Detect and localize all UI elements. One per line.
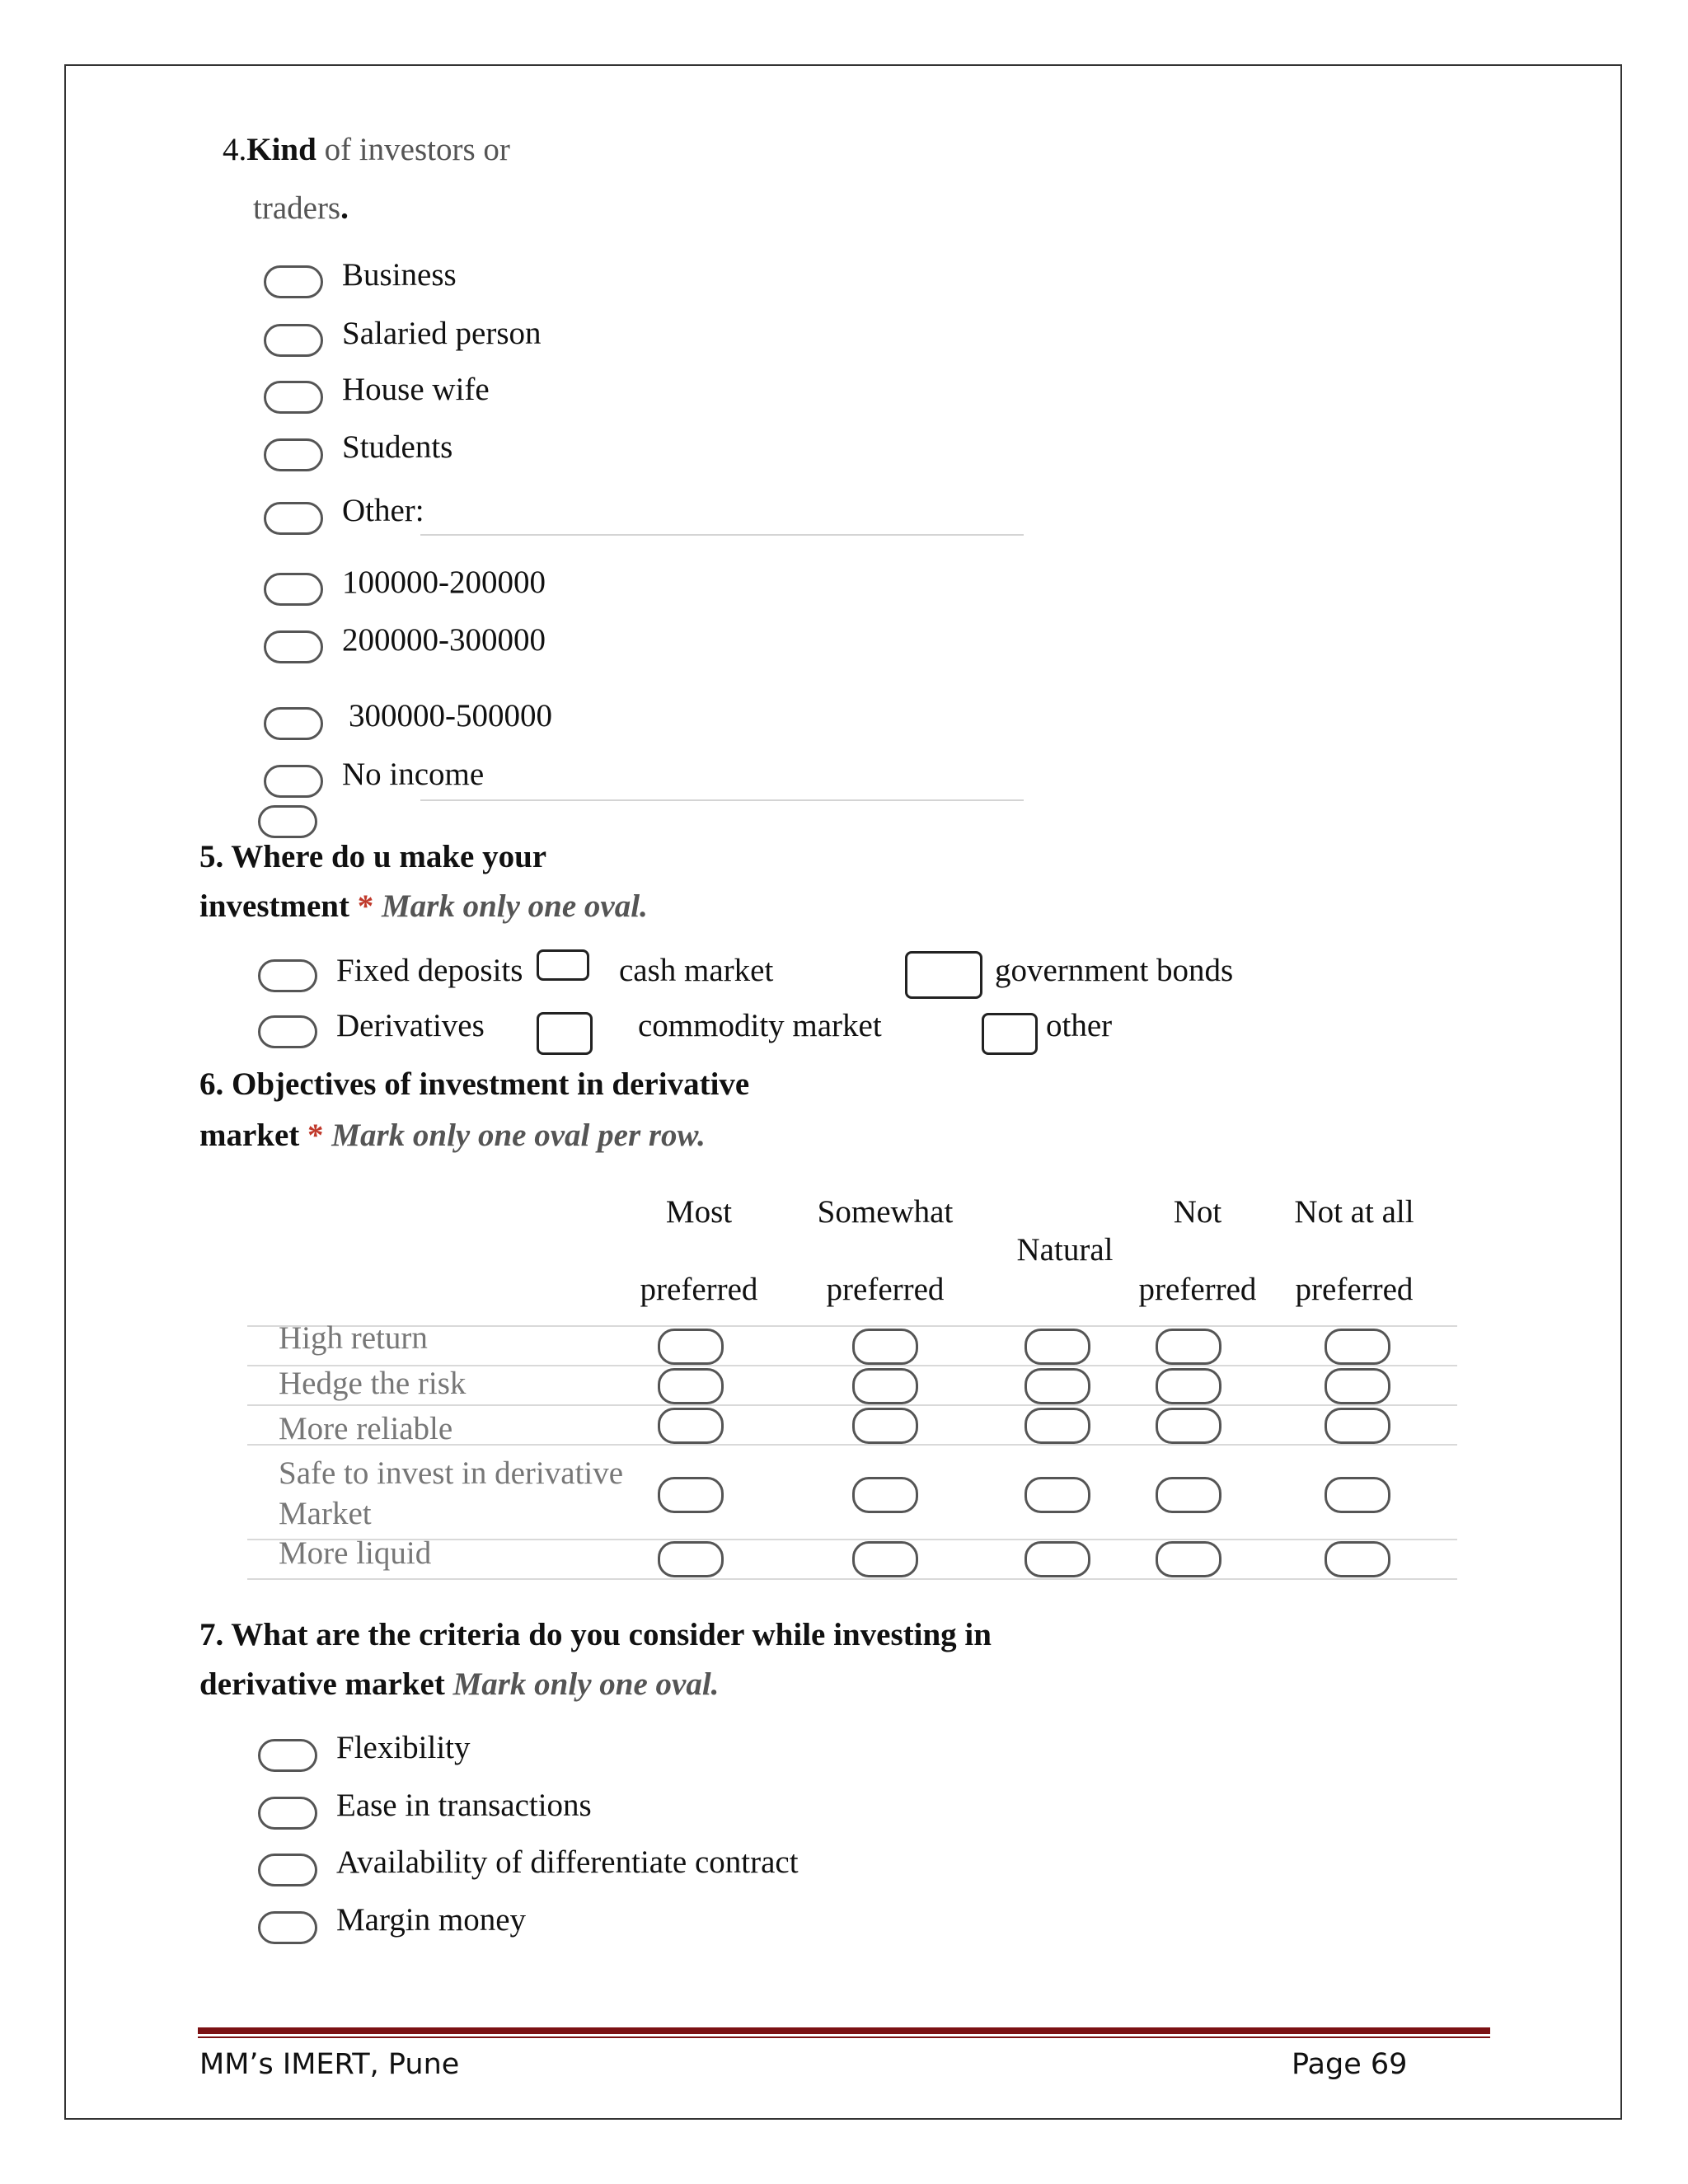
q7-ease-label: Ease in transactions <box>336 1788 592 1823</box>
q6-col-most-bottom: preferred <box>640 1272 758 1307</box>
q5-commodity-market-box[interactable] <box>537 1012 593 1055</box>
q6-row2-not-radio[interactable] <box>1156 1368 1221 1404</box>
q5-commodity-market-label: commodity market <box>638 1008 882 1043</box>
q5-derivatives-label: Derivatives <box>336 1008 485 1043</box>
q4-option-other-radio[interactable] <box>264 502 323 535</box>
footer-rule-thick <box>198 2027 1490 2034</box>
q5-required-star: * <box>349 888 374 924</box>
q4-income-3-label: 300000-500000 <box>349 698 552 733</box>
q4-option-business-radio[interactable] <box>264 265 323 298</box>
footer-page-number: Page 69 <box>1292 2048 1408 2081</box>
q4-income-4-radio[interactable] <box>264 765 323 798</box>
q4-extra-radio[interactable] <box>258 805 317 838</box>
q6-row2-natural-radio[interactable] <box>1025 1368 1090 1404</box>
q5-other-box[interactable] <box>982 1013 1038 1055</box>
q6-row-hedge-risk-label: Hedge the risk <box>279 1366 467 1401</box>
q6-grid-line <box>247 1578 1457 1580</box>
q7-flexibility-radio[interactable] <box>258 1739 317 1772</box>
q4-option-students-radio[interactable] <box>264 438 323 471</box>
q6-grid-line <box>247 1404 1457 1406</box>
q6-col-not-bottom: preferred <box>1138 1272 1257 1307</box>
q6-row-high-return-label: High return <box>279 1320 428 1356</box>
q6-row3-not-radio[interactable] <box>1156 1408 1221 1444</box>
q6-col-notatall-top: Not at all <box>1294 1194 1414 1230</box>
q7-availability-radio[interactable] <box>258 1854 317 1886</box>
q5-title-line1: 5. Where do u make your <box>199 839 547 874</box>
q4-option-other-label: Other: <box>342 493 424 528</box>
q6-row3-notatall-radio[interactable] <box>1325 1408 1390 1444</box>
q4-title-period: . <box>340 190 349 226</box>
q6-row4-notatall-radio[interactable] <box>1325 1477 1390 1513</box>
q4-option-housewife-radio[interactable] <box>264 381 323 414</box>
q6-row4-somewhat-radio[interactable] <box>852 1477 918 1513</box>
q5-derivatives-radio[interactable] <box>258 1015 317 1048</box>
q6-row5-somewhat-radio[interactable] <box>852 1541 918 1577</box>
q6-title-market: market <box>199 1118 300 1153</box>
q6-row3-natural-radio[interactable] <box>1025 1408 1090 1444</box>
q7-title-derivative-market: derivative market <box>199 1666 445 1702</box>
q5-title-line2 <box>199 890 648 922</box>
q5-government-bonds-box[interactable] <box>905 951 982 999</box>
q6-row-safe-label: Safe to invest in derivative Market <box>279 1455 624 1531</box>
q6-row5-most-radio[interactable] <box>658 1541 724 1577</box>
q6-row-more-reliable-label: More reliable <box>279 1411 453 1446</box>
q6-row1-not-radio[interactable] <box>1156 1329 1221 1365</box>
q6-row4-not-radio[interactable] <box>1156 1477 1221 1513</box>
q5-cash-market-label: cash market <box>619 953 774 988</box>
q5-instruction: Mark only one oval. <box>373 888 648 924</box>
q5-other-label: other <box>1046 1008 1113 1043</box>
q6-row3-somewhat-radio[interactable] <box>852 1408 918 1444</box>
q4-income-2-label: 200000-300000 <box>342 622 546 658</box>
q6-col-most-top: Most <box>665 1194 733 1230</box>
q4-title-line2 <box>253 192 349 224</box>
q6-row2-notatall-radio[interactable] <box>1325 1368 1390 1404</box>
q4-title-rest: of investors or <box>316 132 510 167</box>
q4-option-salaried-radio[interactable] <box>264 324 323 357</box>
footer-institution: MM’s IMERT, Pune <box>199 2048 460 2081</box>
q4-title-line2-text: traders <box>253 190 341 226</box>
q4-option-housewife-label: House wife <box>342 372 490 407</box>
q4-option-salaried-label: Salaried person <box>342 316 542 351</box>
q7-margin-radio[interactable] <box>258 1911 317 1944</box>
q7-margin-label: Margin money <box>336 1902 527 1938</box>
q6-row5-notatall-radio[interactable] <box>1325 1541 1390 1577</box>
q5-fixed-deposits-label: Fixed deposits <box>336 953 523 988</box>
q6-row3-most-radio[interactable] <box>658 1408 724 1444</box>
q7-title-line2 <box>199 1668 719 1700</box>
q5-title-investment: investment <box>199 888 349 924</box>
q4-option-business-label: Business <box>342 257 457 293</box>
q5-cash-market-box[interactable] <box>537 949 589 981</box>
q4-title-bold: Kind <box>246 132 316 167</box>
q6-title-line1: 6. Objectives of investment in derivative <box>199 1066 750 1102</box>
footer-rule-thin <box>198 2036 1490 2038</box>
q6-row1-natural-radio[interactable] <box>1025 1329 1090 1365</box>
q4-income-input-line[interactable] <box>420 799 1024 801</box>
q6-row-more-liquid-label: More liquid <box>279 1535 432 1571</box>
q6-row1-most-radio[interactable] <box>658 1329 724 1365</box>
q5-government-bonds-label: government bonds <box>995 953 1234 988</box>
q6-col-not-top: Not <box>1173 1194 1222 1230</box>
q6-col-notatall-bottom: preferred <box>1295 1272 1414 1307</box>
q6-row5-not-radio[interactable] <box>1156 1541 1221 1577</box>
q6-row5-natural-radio[interactable] <box>1025 1541 1090 1577</box>
q6-col-somewhat-bottom: preferred <box>826 1272 945 1307</box>
q4-income-4-label: No income <box>342 757 485 792</box>
q7-title-line1: 7. What are the criteria do you consider while investing in <box>199 1617 992 1652</box>
q5-fixed-deposits-radio[interactable] <box>258 959 317 992</box>
q4-other-input-line[interactable] <box>420 534 1024 536</box>
q4-title <box>223 134 510 166</box>
q6-col-somewhat-top: Somewhat <box>817 1194 954 1230</box>
q6-row4-natural-radio[interactable] <box>1025 1477 1090 1513</box>
q4-income-2-radio[interactable] <box>264 630 323 663</box>
q6-row2-somewhat-radio[interactable] <box>852 1368 918 1404</box>
q6-title-line2 <box>199 1119 706 1151</box>
q6-required-star: * <box>299 1118 324 1153</box>
q4-income-1-radio[interactable] <box>264 573 323 606</box>
q7-availability-label: Availability of differentiate contract <box>336 1844 799 1880</box>
q4-income-1-label: 100000-200000 <box>342 565 546 600</box>
q7-ease-radio[interactable] <box>258 1797 317 1830</box>
q6-row2-most-radio[interactable] <box>658 1368 724 1404</box>
q4-number: 4. <box>223 132 247 167</box>
q6-col-natural-top: Natural <box>1016 1232 1114 1268</box>
q4-income-3-radio[interactable] <box>264 707 323 740</box>
q6-row1-notatall-radio[interactable] <box>1325 1329 1390 1365</box>
q7-instruction: Mark only one oval. <box>444 1666 720 1702</box>
q6-row4-most-radio[interactable] <box>658 1477 724 1513</box>
q6-grid-line <box>247 1325 1457 1327</box>
q6-row1-somewhat-radio[interactable] <box>852 1329 918 1365</box>
q7-flexibility-label: Flexibility <box>336 1730 471 1765</box>
q6-instruction: Mark only one oval per row. <box>323 1118 706 1153</box>
q4-option-students-label: Students <box>342 429 453 465</box>
